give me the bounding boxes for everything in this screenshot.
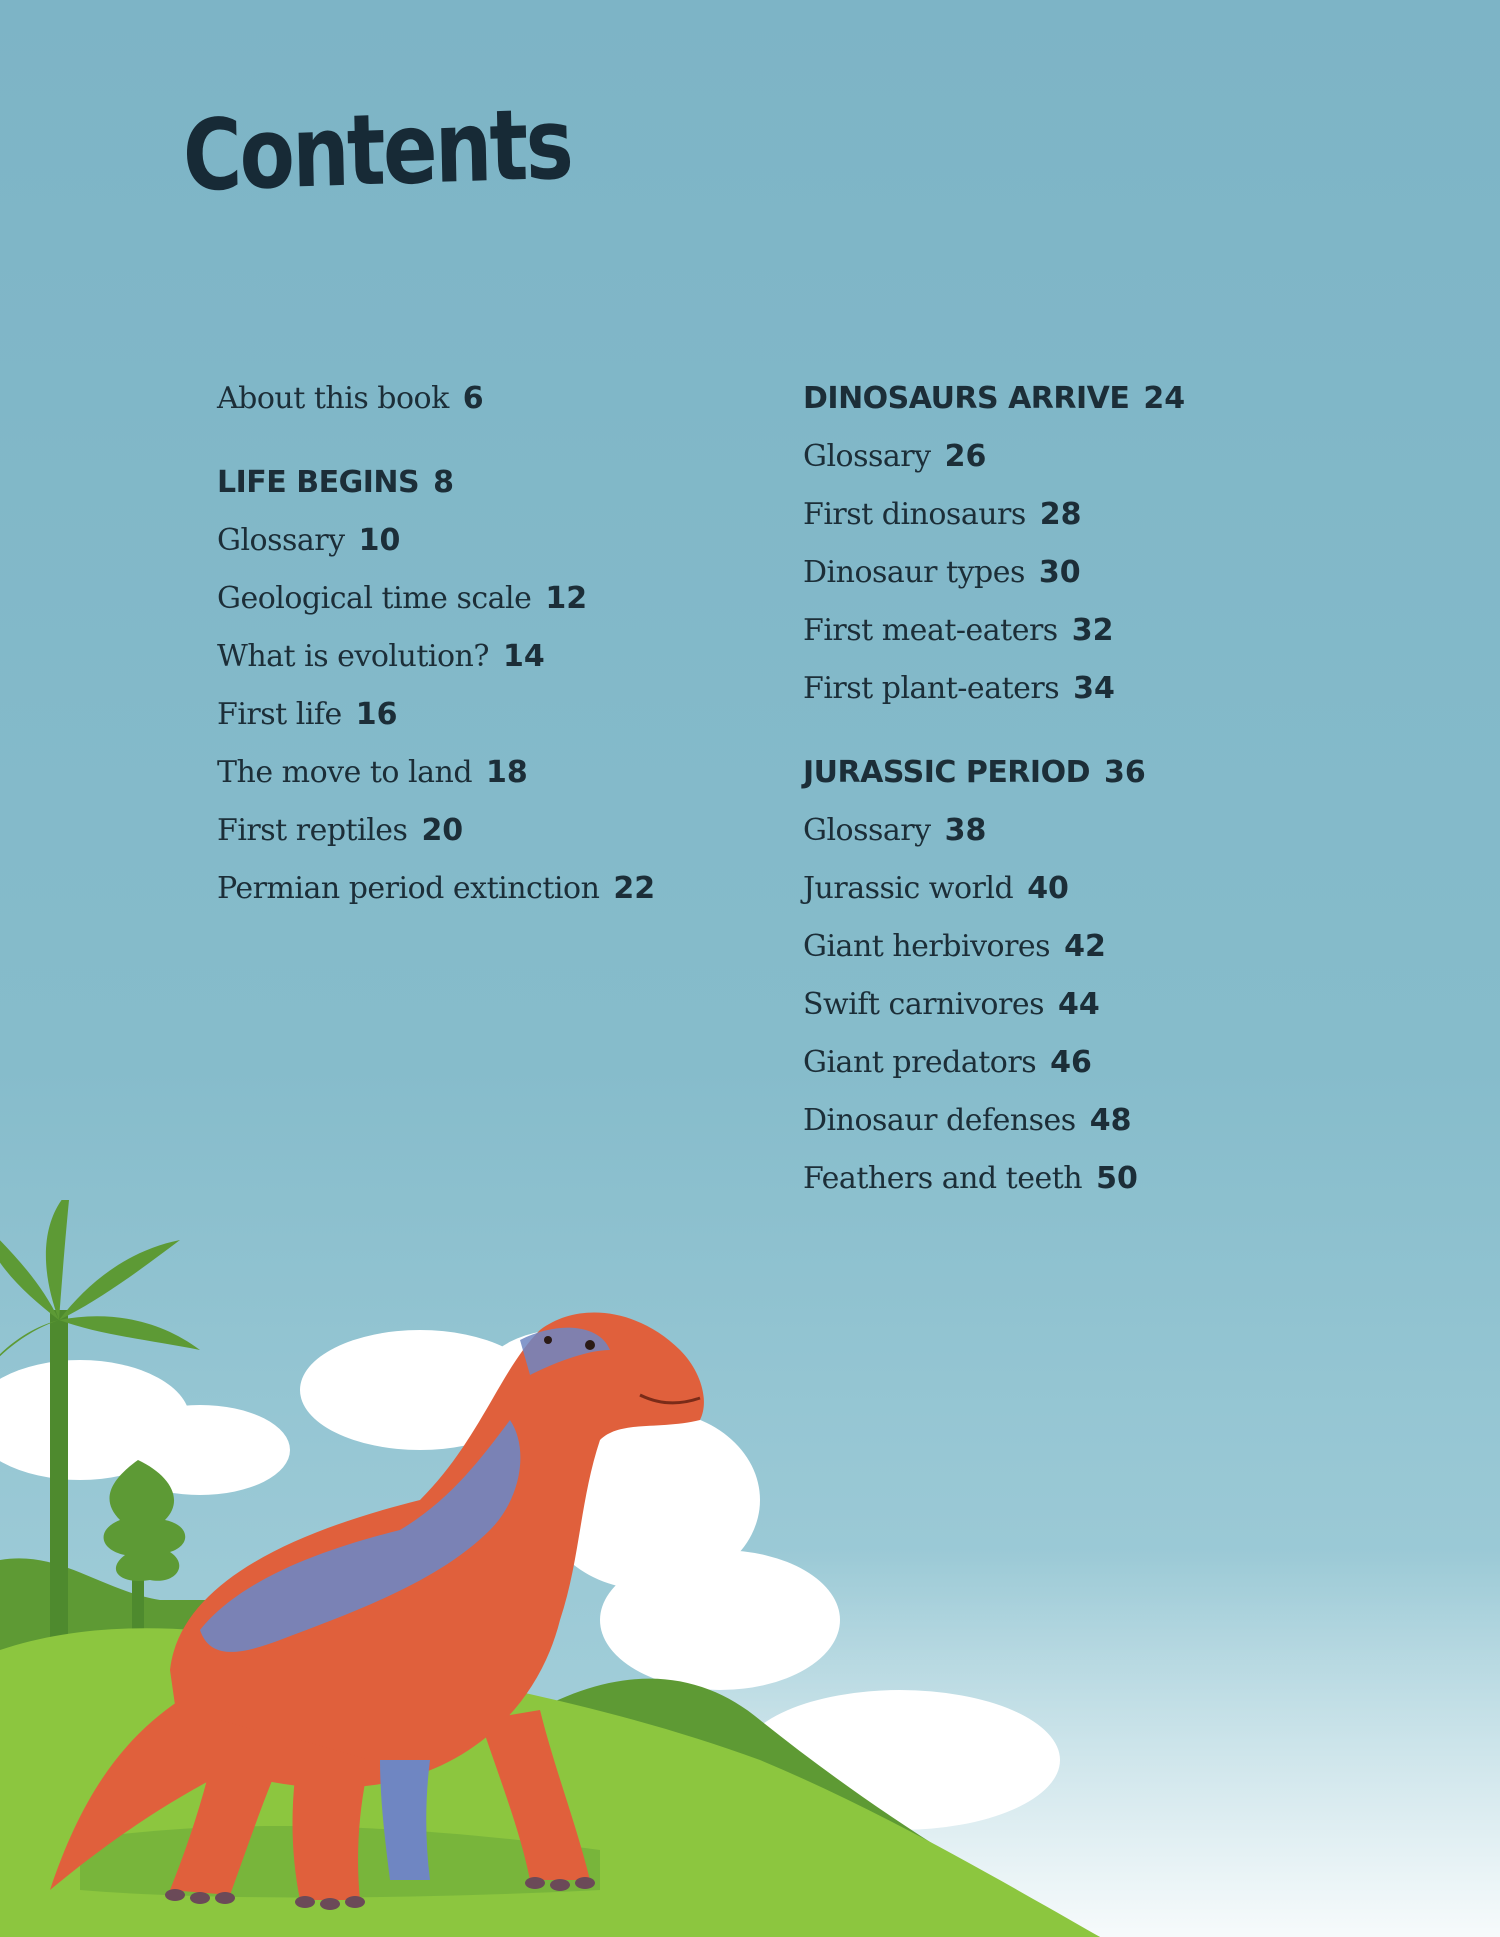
toc-entry <box>803 1034 1363 1092</box>
toc-entry <box>217 512 777 570</box>
toc-section-heading <box>803 744 1363 802</box>
toc-entry-label: First life <box>217 697 342 732</box>
toc-entry-page: 14 <box>502 639 545 674</box>
toc-entry <box>803 486 1363 544</box>
toc-entry <box>803 976 1363 1034</box>
toc-entry-label: The move to land <box>217 755 473 790</box>
toc-entry-label: Dinosaur defenses <box>803 1103 1076 1138</box>
dinosaur-landscape-illustration <box>0 1200 1500 1937</box>
toc-section <box>217 454 777 918</box>
toc-entry <box>803 544 1363 602</box>
toc-entry-label: First meat-eaters <box>803 613 1058 648</box>
toc-entry-page: 38 <box>944 813 987 848</box>
toc-section-heading <box>803 370 1363 428</box>
toc-heading-page: 36 <box>1103 755 1146 790</box>
toc-entry-page: 50 <box>1096 1161 1138 1196</box>
toc-entry-label: First plant-eaters <box>803 671 1060 706</box>
toc-entry <box>803 602 1363 660</box>
toc-entry-page: 46 <box>1050 1045 1092 1080</box>
toc-entry-label: Dinosaur types <box>803 555 1025 590</box>
toc-entry-page: 42 <box>1064 929 1106 964</box>
toc-entry <box>803 1092 1363 1150</box>
toc-entry <box>217 686 777 744</box>
toc-entry-label: First reptiles <box>217 813 408 848</box>
toc-column-left <box>217 370 777 944</box>
page-title: Contents <box>181 87 573 214</box>
toc-entry-page: 48 <box>1089 1103 1132 1138</box>
toc-entry-page: 26 <box>944 439 987 474</box>
toc-entry-page: 30 <box>1038 555 1081 590</box>
toc-entry <box>217 860 777 918</box>
toc-entry-page: 40 <box>1027 871 1069 906</box>
toc-entry-page: 16 <box>355 697 398 732</box>
toc-entry-label: Giant herbivores <box>803 929 1051 964</box>
toc-entry-page: 44 <box>1057 987 1100 1022</box>
toc-entry-page: 22 <box>613 871 656 906</box>
toc-entry-label: Glossary <box>217 523 345 558</box>
toc-section-heading <box>217 454 777 512</box>
toc-heading-label: LIFE BEGINS <box>217 465 420 500</box>
toc-entry-page: 28 <box>1039 497 1082 532</box>
toc-entry-label: Feathers and teeth <box>803 1161 1083 1196</box>
toc-entry-label: Geological time scale <box>217 581 532 616</box>
toc-column-right <box>803 370 1363 1234</box>
toc-entry-page: 20 <box>421 813 464 848</box>
toc-entry <box>217 744 777 802</box>
toc-heading-page: 8 <box>433 465 454 500</box>
toc-entry-page: 34 <box>1073 671 1115 706</box>
toc-heading-page: 24 <box>1143 381 1186 416</box>
toc-heading-label: DINOSAURS ARRIVE <box>803 381 1130 416</box>
toc-entry-label: What is evolution? <box>217 639 489 674</box>
toc-entry-label: About this book <box>217 381 449 416</box>
toc-entry <box>803 428 1363 486</box>
toc-entry <box>217 628 777 686</box>
toc-entry <box>803 660 1363 718</box>
toc-entry-label: Swift carnivores <box>803 987 1044 1022</box>
toc-section <box>217 370 777 428</box>
toc-entry-label: First dinosaurs <box>803 497 1026 532</box>
toc-entry-label: Jurassic world <box>803 871 1014 906</box>
toc-entry <box>803 918 1363 976</box>
toc-entry-label: Glossary <box>803 813 931 848</box>
toc-heading-label: JURASSIC PERIOD <box>803 755 1090 790</box>
toc-entry-page: 6 <box>462 381 484 416</box>
toc-entry <box>217 570 777 628</box>
toc-entry-page: 10 <box>358 523 401 558</box>
toc-entry <box>217 370 777 428</box>
toc-entry <box>217 802 777 860</box>
toc-entry-page: 12 <box>545 581 588 616</box>
toc-entry-page: 32 <box>1071 613 1114 648</box>
toc-entry-label: Giant predators <box>803 1045 1037 1080</box>
toc-entry-page: 18 <box>486 755 528 790</box>
toc-section <box>803 744 1363 1208</box>
toc-entry <box>803 860 1363 918</box>
toc-section <box>803 370 1363 718</box>
toc-entry-label: Permian period extinction <box>217 871 600 906</box>
toc-entry-label: Glossary <box>803 439 931 474</box>
toc-entry <box>803 802 1363 860</box>
